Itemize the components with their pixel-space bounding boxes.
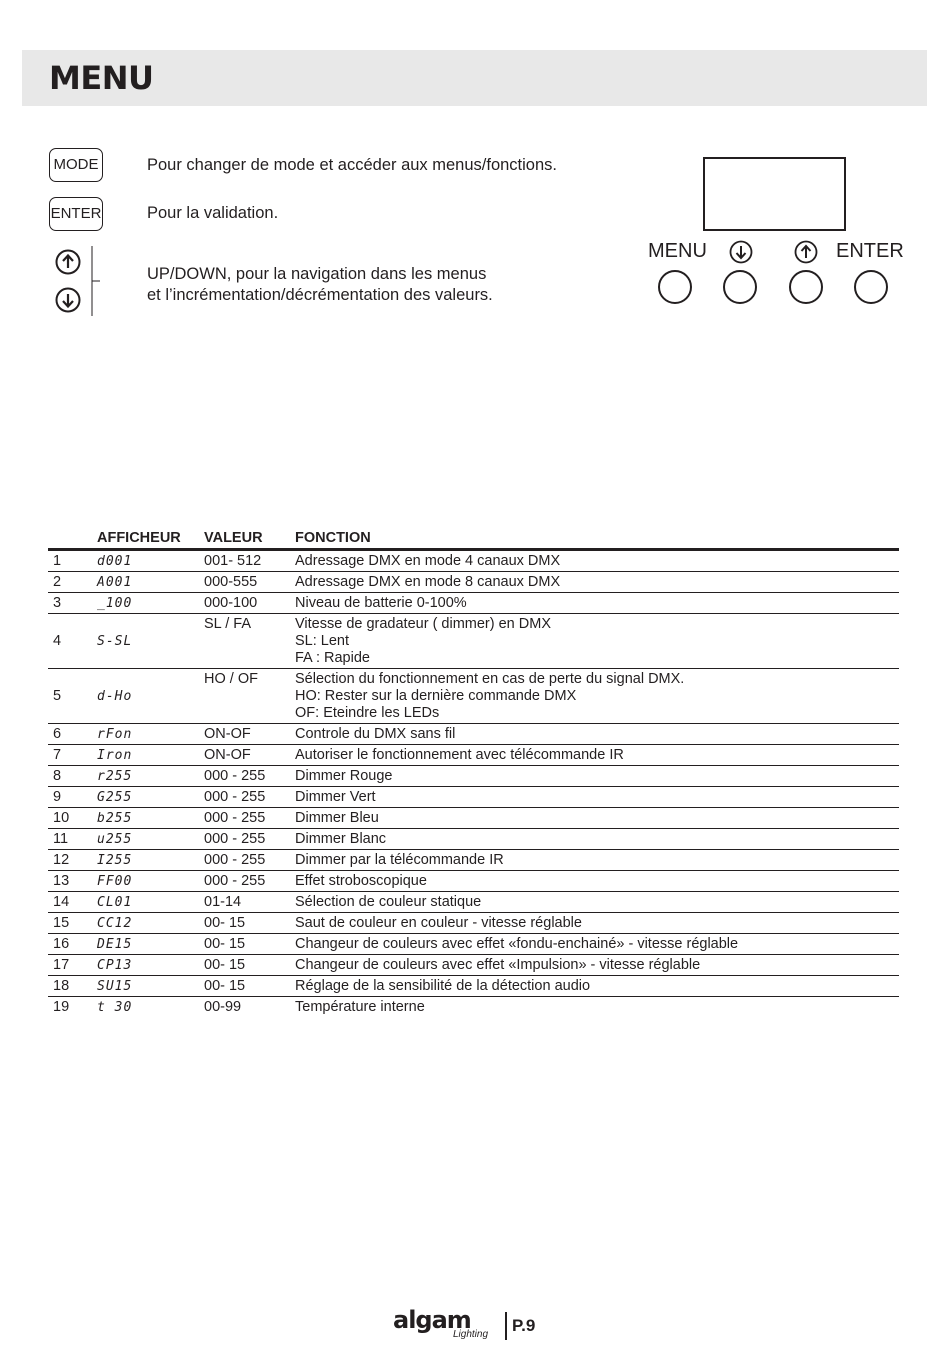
row-number: 3 <box>48 593 97 614</box>
table-row <box>48 808 899 829</box>
row-value-range: 000 - 255 <box>204 808 295 829</box>
function-line: Controle du DMX sans fil <box>295 726 456 742</box>
row-function <box>295 829 899 850</box>
row-display-code: u255 <box>97 829 204 850</box>
function-line: Température interne <box>295 999 425 1015</box>
row-number: 10 <box>48 808 97 829</box>
menu-table <box>48 527 899 1017</box>
panel-menu-button <box>658 270 692 304</box>
row-number: 17 <box>48 955 97 976</box>
brand-subtitle: Lighting <box>453 1329 489 1340</box>
table-row <box>48 955 899 976</box>
row-value-range: 000 - 255 <box>204 829 295 850</box>
row-function <box>295 593 899 614</box>
col-function-header: FONCTION <box>295 527 899 550</box>
row-display-code: G255 <box>97 787 204 808</box>
row-display-code: A001 <box>97 572 204 593</box>
function-line: Réglage de la sensibilité de la détection audio <box>295 978 591 994</box>
row-value-range: 01-14 <box>204 892 295 913</box>
row-number: 4 <box>48 614 97 669</box>
col-display-header: AFFICHEUR <box>97 527 204 550</box>
row-display-code: I255 <box>97 850 204 871</box>
row-value-range: 00- 15 <box>204 934 295 955</box>
function-line: Sélection du fonctionnement en cas de perte du signal DMX. <box>295 671 685 687</box>
row-function <box>295 871 899 892</box>
row-function <box>295 913 899 934</box>
table-row <box>48 934 899 955</box>
footer-separator <box>505 1312 507 1340</box>
function-line: Adressage DMX en mode 4 canaux DMX <box>295 553 561 569</box>
page-number: P.9 <box>512 1316 536 1335</box>
table-row <box>48 614 899 669</box>
function-line: Changeur de couleurs avec effet «fondu-enchainé» - vitesse réglable <box>295 936 739 952</box>
table-row <box>48 550 899 572</box>
table-row <box>48 766 899 787</box>
table-row <box>48 850 899 871</box>
row-value-range: HO / OF <box>204 669 295 724</box>
page-title: MENU <box>49 59 154 97</box>
row-display-code: CP13 <box>97 955 204 976</box>
mode-key: MODE <box>49 148 103 182</box>
function-line: Adressage DMX en mode 8 canaux DMX <box>295 574 561 590</box>
row-number: 8 <box>48 766 97 787</box>
table-row <box>48 829 899 850</box>
row-value-range: 00- 15 <box>204 976 295 997</box>
function-line: Dimmer Vert <box>295 789 376 805</box>
row-function <box>295 850 899 871</box>
row-function <box>295 572 899 593</box>
function-line: FA : Rapide <box>295 650 370 666</box>
updown-bracket <box>91 246 101 316</box>
updown-line-1: UP/DOWN, pour la navigation dans les menus <box>147 265 487 283</box>
function-line: Autoriser le fonctionnement avec télécommande IR <box>295 747 624 763</box>
row-function <box>295 997 899 1018</box>
row-value-range: 000 - 255 <box>204 850 295 871</box>
panel-display-screen <box>703 157 846 231</box>
enter-description: Pour la validation. <box>147 204 279 222</box>
row-number: 14 <box>48 892 97 913</box>
table-row <box>48 593 899 614</box>
updown-line-2: et l’incrémentation/décrémentation des valeurs. <box>147 286 493 304</box>
table-row <box>48 745 899 766</box>
table-row <box>48 871 899 892</box>
row-display-code: CL01 <box>97 892 204 913</box>
table-row <box>48 997 899 1018</box>
panel-enter-label: ENTER <box>836 240 904 262</box>
panel-down-arrow-icon <box>729 240 753 264</box>
function-line: Dimmer par la télécommande IR <box>295 852 504 868</box>
row-function <box>295 892 899 913</box>
row-display-code: _100 <box>97 593 204 614</box>
row-function <box>295 724 899 745</box>
row-value-range: 00- 15 <box>204 955 295 976</box>
function-line: Dimmer Rouge <box>295 768 393 784</box>
function-line: Effet stroboscopique <box>295 873 427 889</box>
row-display-code: Iron <box>97 745 204 766</box>
row-value-range: 000 - 255 <box>204 871 295 892</box>
row-number: 5 <box>48 669 97 724</box>
row-number: 7 <box>48 745 97 766</box>
title-bar <box>22 50 927 106</box>
function-line: Saut de couleur en couleur - vitesse réglable <box>295 915 582 931</box>
row-function <box>295 808 899 829</box>
row-function <box>295 745 899 766</box>
row-display-code: SU15 <box>97 976 204 997</box>
table-row <box>48 669 899 724</box>
row-function <box>295 766 899 787</box>
function-line: OF: Eteindre les LEDs <box>295 705 440 721</box>
panel-enter-button <box>854 270 888 304</box>
footer <box>393 1306 553 1342</box>
function-line: Dimmer Bleu <box>295 810 379 826</box>
function-line: Vitesse de gradateur ( dimmer) en DMX <box>295 616 552 632</box>
row-display-code: DE15 <box>97 934 204 955</box>
updown-description <box>147 264 493 306</box>
table-row <box>48 976 899 997</box>
row-number: 12 <box>48 850 97 871</box>
function-line: HO: Rester sur la dernière commande DMX <box>295 688 577 704</box>
row-number: 2 <box>48 572 97 593</box>
panel-up-button <box>789 270 823 304</box>
row-number: 13 <box>48 871 97 892</box>
table-body <box>48 550 899 1018</box>
table-row <box>48 892 899 913</box>
function-line: Dimmer Blanc <box>295 831 387 847</box>
row-number: 19 <box>53 999 70 1015</box>
row-value-range: ON-OF <box>204 745 295 766</box>
table-row <box>48 572 899 593</box>
row-display-code: b255 <box>97 808 204 829</box>
row-value-range: 001- 512 <box>204 550 295 572</box>
brand-logo: algam <box>393 1306 471 1334</box>
row-function <box>295 976 899 997</box>
enter-key: ENTER <box>49 197 103 231</box>
panel-up-arrow-icon <box>794 240 818 264</box>
function-line: Sélection de couleur statique <box>295 894 482 910</box>
row-display-code: CC12 <box>97 913 204 934</box>
row-function <box>295 669 899 724</box>
row-display-code: S-SL <box>97 614 204 669</box>
row-function <box>295 614 899 669</box>
row-function <box>295 550 899 572</box>
row-function <box>295 934 899 955</box>
table-header-row <box>48 527 899 550</box>
row-number: 6 <box>48 724 97 745</box>
mode-description: Pour changer de mode et accéder aux menus/fonctions. <box>147 156 557 174</box>
row-number: 11 <box>48 829 97 850</box>
row-display-code: FF00 <box>97 871 204 892</box>
up-arrow-icon <box>55 249 81 275</box>
col-num-header <box>48 527 97 550</box>
row-number: 16 <box>48 934 97 955</box>
row-value-range: 000 - 255 <box>204 787 295 808</box>
row-value-range: 00- 15 <box>204 913 295 934</box>
table-row <box>48 724 899 745</box>
row-value-range: 000-100 <box>204 593 295 614</box>
panel-menu-label: MENU <box>648 240 707 262</box>
row-display-code: d001 <box>97 550 204 572</box>
row-display-code: t 30 <box>97 1000 133 1015</box>
row-display-code: r255 <box>97 766 204 787</box>
table-row <box>48 787 899 808</box>
function-line: Changeur de couleurs avec effet «Impulsion» - vitesse réglable <box>295 957 701 973</box>
down-arrow-icon <box>55 287 81 313</box>
row-display-code: rFon <box>97 724 204 745</box>
row-number: 1 <box>48 550 97 572</box>
row-number: 9 <box>48 787 97 808</box>
row-value-range: 000-555 <box>204 572 295 593</box>
row-function <box>295 955 899 976</box>
col-value-header: VALEUR <box>204 527 295 550</box>
function-line: SL: Lent <box>295 633 350 649</box>
row-value-range: 000 - 255 <box>204 766 295 787</box>
panel-down-button <box>723 270 757 304</box>
row-number: 15 <box>48 913 97 934</box>
row-number: 18 <box>48 976 97 997</box>
row-display-code: d-Ho <box>97 669 204 724</box>
row-value-range: ON-OF <box>204 724 295 745</box>
row-value-range: 00-99 <box>204 999 242 1015</box>
row-value-range: SL / FA <box>204 614 295 669</box>
table-row <box>48 913 899 934</box>
function-line: Niveau de batterie 0-100% <box>295 595 467 611</box>
row-function <box>295 787 899 808</box>
